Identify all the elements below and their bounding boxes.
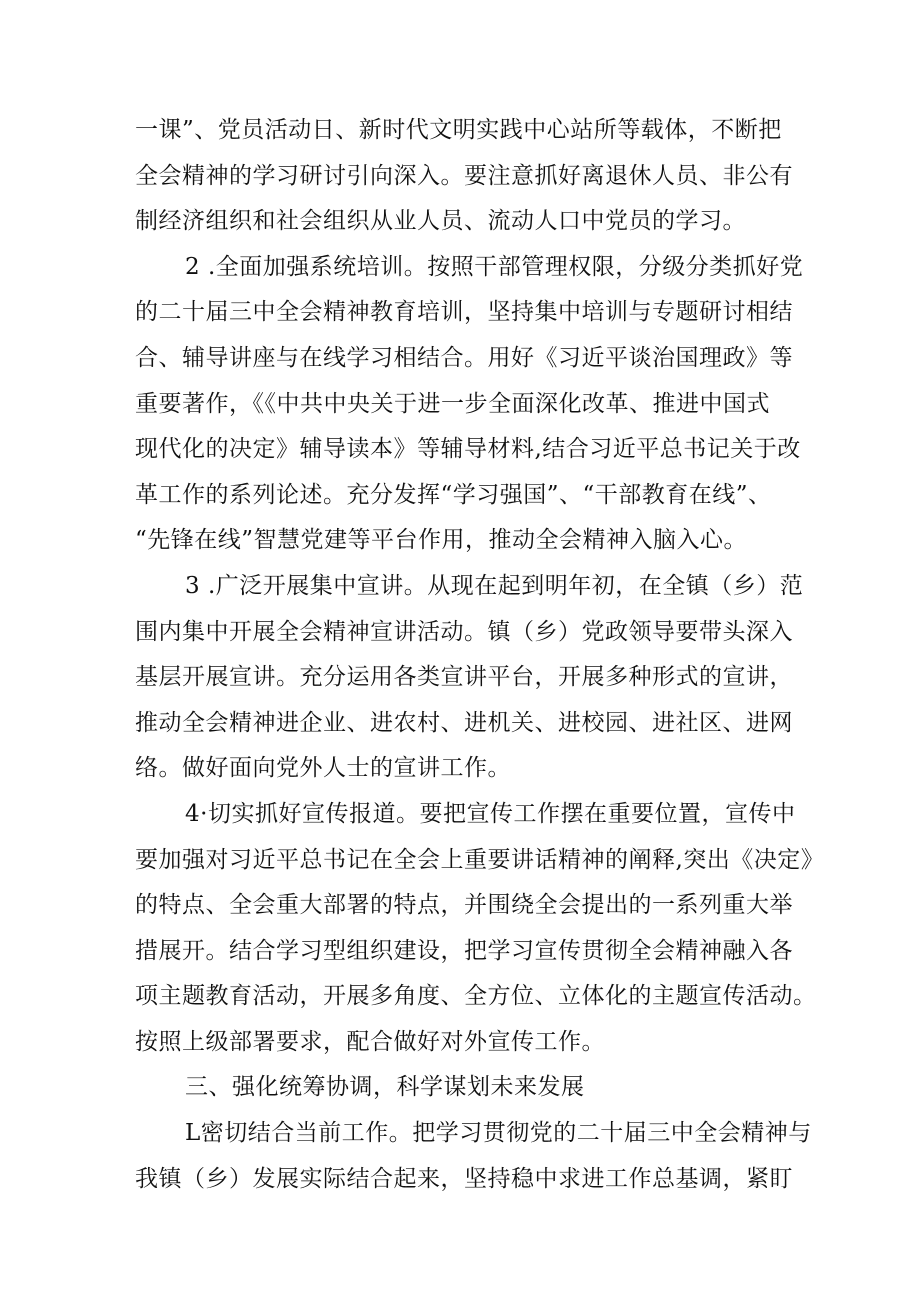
text-line: 的特点、全会重大部署的特点，并围绕全会提出的一系列重大举 [135, 892, 793, 919]
document-body [135, 108, 825, 1202]
text-line: 措展开。结合学习型组织建设，把学习宣传贯彻全会精神融入各 [135, 937, 793, 964]
text-line: 合、辅导讲座与在线学习相结合。用好《习近平谈治国理政》等 [135, 344, 793, 371]
text-line: “先锋在线”智慧党建等平台作用，推动全会精神入脑入心。 [135, 527, 748, 554]
text-line: 革工作的系列论述。充分发挥“学习强国”、“干部教育在线”、 [135, 481, 772, 508]
text-line: 全会精神的学习研讨引向深入。要注意抓好离退休人员、非公有 [135, 162, 793, 189]
text-line: 一课”、党员活动日、新时代文明实践中心站所等载体，不断把 [135, 117, 782, 143]
text-line: 3 .广泛开展集中宣讲。从现在起到明年初，在全镇（乡）范 [185, 572, 804, 599]
text-line: 的二十届三中全会精神教育培训，坚持集中培训与专题研讨相结 [135, 299, 793, 326]
text-line: 现代化的决定》辅导读本》等辅导材料,结合习近平总书记关于改 [135, 436, 801, 463]
text-line: 基层开展宣讲。充分运用各类宣讲平台，开展多种形式的宣讲， [135, 664, 793, 691]
text-line: 4·切实抓好宣传报道。要把宣传工作摆在重要位置，宣传中 [185, 800, 796, 827]
text-line: 三、强化统筹协调，科学谋划未来发展 [185, 1074, 585, 1101]
text-line: 2 .全面加强系统培训。按照干部管理权限，分级分类抓好党 [185, 253, 804, 280]
text-line: L密切结合当前工作。把学习贯彻党的二十届三中全会精神与 [185, 1120, 812, 1147]
text-line: 项主题教育活动，开展多角度、全方位、立体化的主题宣传活动。 [135, 983, 817, 1010]
text-line: 要加强对习近平总书记在全会上重要讲话精神的阐释,突出《决定》 [135, 846, 825, 873]
text-line: 制经济组织和社会组织从业人员、流动人口中党员的学习。 [135, 208, 746, 235]
text-line: 按照上级部署要求，配合做好对外宣传工作。 [135, 1028, 605, 1055]
text-line: 围内集中开展全会精神宣讲活动。镇（乡）党政领导要带头深入 [135, 618, 793, 645]
text-line: 我镇（乡）发展实际结合起来，坚持稳中求进工作总基调，紧盯 [135, 1165, 793, 1192]
text-line: 推动全会精神进企业、进农村、进机关、进校园、进社区、进网 [135, 709, 793, 736]
text-line: 络。做好面向党外人士的宣讲工作。 [135, 755, 511, 782]
text-line: 重要著作，《《中共中央关于进一步全面深化改革、推进中国式 [135, 390, 770, 417]
